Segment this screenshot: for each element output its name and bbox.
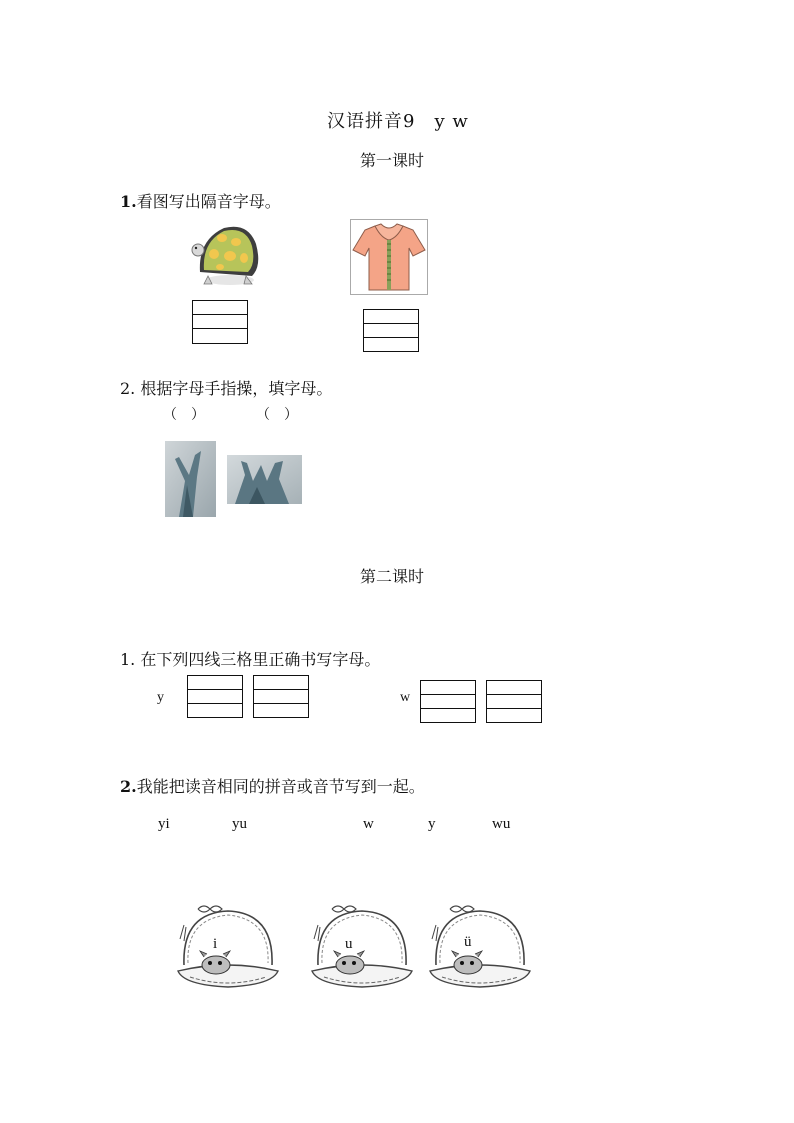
basket[interactable] (176, 905, 280, 989)
answer-blank[interactable]: （ ） (163, 407, 205, 423)
basket-label: i (213, 936, 218, 952)
lesson1-question1 (120, 189, 281, 212)
page-title: 汉语拼音9 y w (327, 111, 469, 132)
shirt-image (350, 219, 428, 295)
question-text: 看图写出隔音字母。 (136, 192, 281, 211)
writing-grid[interactable] (192, 300, 248, 344)
lesson2-question1 (120, 647, 380, 670)
question-number: 2. (120, 379, 141, 398)
syllable-option[interactable]: yu (232, 816, 247, 832)
writing-grid[interactable] (363, 309, 419, 352)
lesson2-question2 (120, 774, 425, 797)
basket-label: u (345, 936, 353, 952)
basket[interactable] (428, 905, 532, 989)
question-text: 根据字母手指操，填字母。 (140, 379, 333, 398)
syllable-option[interactable]: y (428, 816, 436, 832)
lesson1-heading: 第一课时 (360, 151, 425, 170)
answer-blank[interactable]: （ ） (256, 407, 298, 423)
lesson1-question2 (120, 376, 332, 399)
lesson2-heading: 第二课时 (360, 567, 425, 586)
question-text: 在下列四线三格里正确书写字母。 (135, 650, 381, 669)
syllable-option[interactable]: wu (492, 816, 511, 832)
letter-y: y (157, 690, 164, 705)
writing-grid[interactable] (253, 675, 309, 718)
question-text: 我能把读音相同的拼音或音节写到一起。 (136, 777, 425, 796)
question-number: 2. (120, 777, 137, 796)
basket[interactable] (310, 905, 414, 989)
writing-grid[interactable] (486, 680, 542, 723)
basket-label: ü (464, 934, 472, 950)
letter-w: w (400, 690, 411, 705)
question-number: 1. (120, 650, 136, 669)
writing-grid[interactable] (420, 680, 476, 723)
writing-grid[interactable] (187, 675, 243, 718)
syllable-option[interactable]: yi (158, 816, 170, 832)
syllable-option[interactable]: w (363, 816, 374, 832)
hand-gesture-photo (165, 441, 216, 517)
hand-gesture-photo (227, 455, 302, 504)
turtle-image (190, 220, 264, 288)
question-number: 1. (120, 192, 137, 211)
